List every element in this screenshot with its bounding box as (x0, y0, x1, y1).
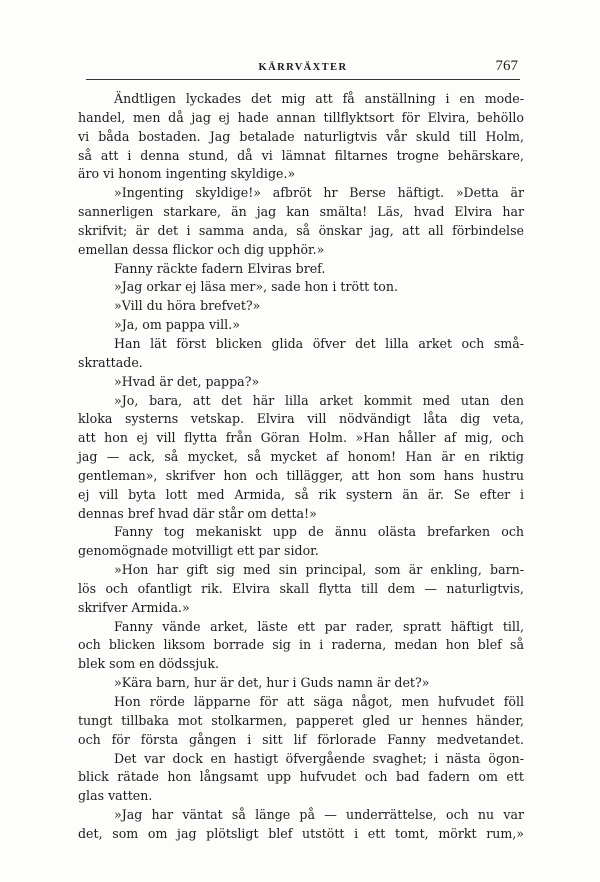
text-line: vi båda bostaden. Jag betalade naturligtvis vår skuld till Holm, (78, 128, 524, 144)
text-line: det, som om jag plötsligt blef utstött i ett tomt, mörkt rum,» (78, 825, 524, 841)
text-line: »Jag orkar ej läsa mer», sade hon i trött ton. (114, 279, 398, 295)
text-line: »Vill du höra brefvet?» (114, 298, 261, 314)
text-line: skrifver Armida.» (78, 599, 190, 615)
text-line: Hon rörde läpparne för att säga något, men hufvudet föll (114, 694, 524, 709)
text-line: handel, men då jag ej hade annan tillflyktsort för Elvira, behöllo (78, 109, 524, 125)
text-line: dennas bref hvad där står om detta!» (78, 505, 317, 521)
text-line: skrifvit; är det i samma anda, så önskar jag, att all förbindelse (78, 222, 524, 238)
text-line: Ändtligen lyckades det mig att få anställning i en mode- (114, 91, 524, 106)
header-rule (86, 79, 520, 80)
text-line: att hon ej vill flytta från Göran Holm. »Han håller af mig, och (78, 430, 524, 446)
page-number: 767 (495, 58, 518, 74)
text-line: Fanny räckte fadern Elviras bref. (114, 260, 326, 276)
text-line: glas vatten. (78, 788, 153, 804)
text-line: kloka systerns vetskap. Elvira vill nödvändigt låta dig veta, (78, 411, 524, 427)
text-line: »Jag har väntat så länge på — underrättelse, och nu var (114, 807, 524, 823)
text-line: lös och ofantligt rik. Elvira skall flytta till dem — naturligtvis, (78, 580, 524, 596)
text-line: »Kära barn, hur är det, hur i Guds namn är det?» (114, 675, 430, 691)
text-line: »Hon har gift sig med sin principal, som är enkling, barn- (114, 562, 524, 578)
text-line: Det var dock en hastigt öfvergående svaghet; i nästa ögon- (114, 750, 524, 766)
running-head: KÄRRVÄXTER (258, 62, 348, 73)
text-line: Fanny tog mekaniskt upp de ännu olästa brefarken och (114, 524, 524, 540)
text-line: och blicken liksom borrade sig in i raderna, medan hon blef så (78, 637, 524, 653)
text-line: tungt tillbaka mot stolkarmen, papperet gled ur hennes händer, (78, 712, 524, 728)
page-header (86, 56, 520, 76)
text-line: emellan dessa flickor och dig upphör.» (78, 241, 325, 257)
text-line: blick rätade hon långsamt upp hufvudet och bad fadern om ett (78, 769, 524, 785)
text-line: blek som en dödssjuk. (78, 656, 220, 672)
text-line: Fanny vände arket, läste ett par rader, spratt häftigt till, (114, 618, 524, 634)
text-line: jag — ack, så mycket, så mycket af honom! Han är en riktig (78, 449, 524, 465)
text-line: »Hvad är det, pappa?» (114, 373, 260, 389)
text-line: »Jo, bara, att det här lilla arket kommit med utan den (114, 392, 524, 408)
text-line: äro vi honom ingenting skyldige.» (78, 166, 296, 182)
text-line: »Ingenting skyldige!» afbröt hr Berse häftigt. »Detta är (114, 185, 524, 201)
text-line: genomögnade motvilligt ett par sidor. (78, 543, 319, 559)
text-line: skrattade. (78, 354, 143, 370)
text-line: »Ja, om pappa vill.» (114, 317, 240, 333)
text-line: så att i denna stund, då vi lämnat filtarnes trogne behärskare, (78, 147, 524, 163)
body-text (78, 90, 524, 844)
text-line: gentleman», skrifver hon och tillägger, att hon som hans hustru (78, 467, 524, 483)
text-line: sannerligen starkare, än jag kan smälta! Läs, hvad Elvira har (78, 204, 524, 220)
text-line: och för första gången i sitt lif förlorade Fanny medvetandet. (78, 731, 524, 747)
text-line: Han lät först blicken glida öfver det lilla arket och små- (114, 335, 524, 351)
text-line: ej vill byta lott med Armida, så rik systern än är. Se efter i (78, 486, 524, 502)
